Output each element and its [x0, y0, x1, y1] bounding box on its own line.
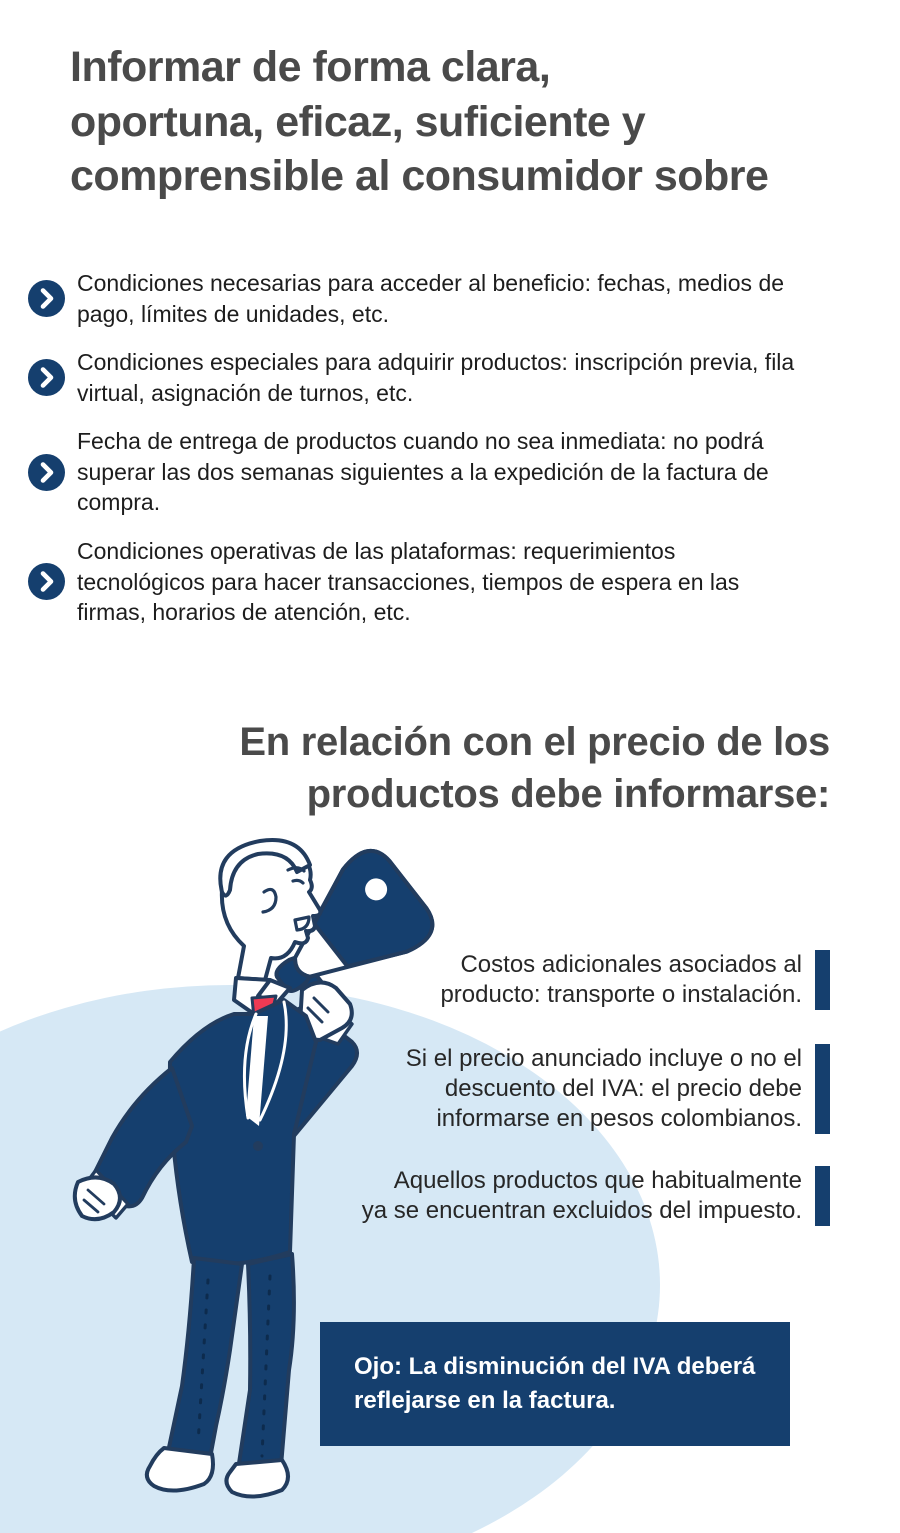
condition-text: Condiciones operativas de las plataformas: requerimientos tecnológicos para hacer transacciones, tiempos de espera en las firmas, horarios de atención, etc. — [77, 538, 740, 626]
page-title — [70, 40, 870, 204]
page-title-line: comprensible al consumidor sobre — [70, 152, 769, 201]
price-section-heading — [70, 716, 830, 820]
man-jacket — [170, 1000, 316, 1264]
accent-bar — [815, 1044, 830, 1134]
chevron-right-circle-icon — [28, 359, 65, 396]
condition-text: Condiciones especiales para adquirir productos: inscripción previa, fila virtual, asignación de turnos, etc. — [77, 349, 795, 406]
page-title-line: Informar de forma clara, — [70, 43, 551, 91]
iva-note-box — [320, 1322, 790, 1446]
price-item-text — [406, 1044, 802, 1134]
price-item-line: Costos adicionales asociados al — [460, 951, 802, 978]
condition-text: Fecha de entrega de productos cuando no sea inmediata: no podrá superar las dos semanas siguientes a la expedición de la factura de compra. — [77, 428, 769, 516]
condition-text: Condiciones necesarias para acceder al beneficio: fechas, medios de pago, límites de unidades, etc. — [77, 270, 785, 327]
price-item-line: informarse en pesos colombianos. — [436, 1105, 802, 1132]
note-line: Ojo: La disminución del IVA deberá — [354, 1353, 756, 1380]
list-item — [28, 536, 838, 628]
list-item — [28, 268, 838, 329]
page-title-line: oportuna, eficaz, suficiente y — [70, 97, 646, 146]
list-item — [28, 426, 838, 518]
list-item — [28, 347, 838, 408]
price-heading-line: productos debe informarse: — [306, 772, 830, 816]
price-item-text — [362, 1166, 802, 1226]
price-item — [440, 950, 830, 1010]
price-item-line: Aquellos productos que habitualmente — [393, 1167, 802, 1194]
price-item-line: ya se encuentran excluidos del impuesto. — [361, 1197, 802, 1224]
price-item-line: Si el precio anunciado incluye o no el — [405, 1045, 802, 1072]
accent-bar — [815, 1166, 830, 1226]
price-heading-line: En relación con el precio de los — [239, 720, 830, 764]
price-item-line: descuento del IVA: el precio debe — [444, 1075, 802, 1102]
price-item — [406, 1044, 830, 1134]
price-item-line: producto: transporte o instalación. — [440, 981, 802, 1008]
man-trousers — [168, 1254, 294, 1470]
conditions-list — [28, 268, 838, 646]
accent-bar — [815, 950, 830, 1010]
chevron-right-circle-icon — [28, 563, 65, 600]
man-left-arm — [75, 1068, 192, 1219]
chevron-right-circle-icon — [28, 280, 65, 317]
price-item — [362, 1166, 830, 1226]
chevron-right-circle-icon — [28, 454, 65, 491]
note-line: reflejarse en la factura. — [354, 1387, 616, 1415]
price-item-text — [440, 950, 802, 1010]
